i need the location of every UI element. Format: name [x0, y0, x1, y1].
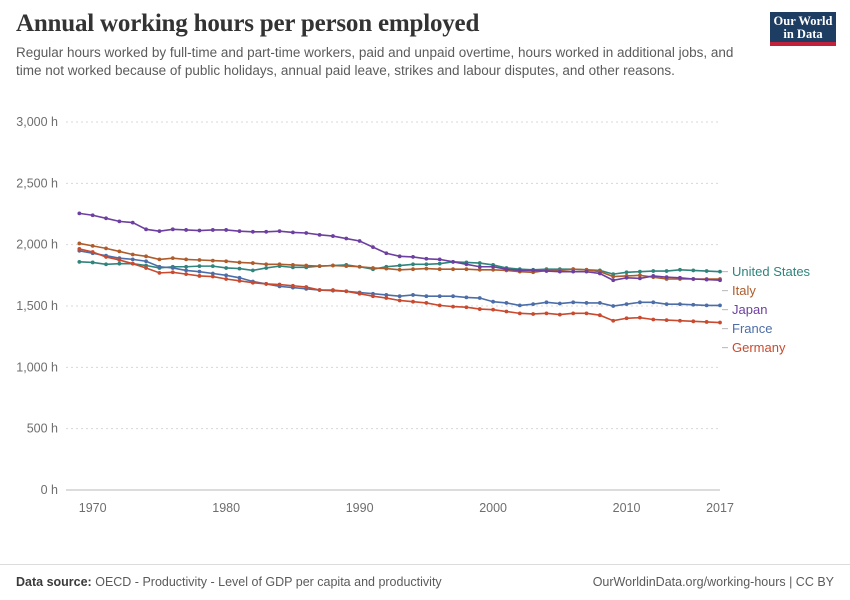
data-point: [344, 289, 348, 293]
data-point: [611, 319, 615, 323]
data-point: [411, 262, 415, 266]
data-point: [77, 247, 81, 251]
legend-label-japan[interactable]: Japan: [732, 302, 768, 318]
data-point: [104, 262, 108, 266]
data-point: [651, 274, 655, 278]
data-point: [478, 265, 482, 269]
data-point: [451, 305, 455, 309]
data-point: [278, 229, 282, 233]
data-point: [184, 265, 188, 269]
data-point: [318, 288, 322, 292]
data-point: [505, 267, 509, 271]
data-point: [144, 254, 148, 258]
data-point: [198, 270, 202, 274]
data-point: [638, 277, 642, 281]
data-point: [331, 288, 335, 292]
x-axis-tick-label: 1970: [78, 501, 107, 515]
data-point: [398, 268, 402, 272]
y-axis-tick-label: 2,000 h: [16, 237, 58, 252]
data-point: [358, 292, 362, 296]
data-source: [16, 575, 442, 589]
data-point: [158, 229, 162, 233]
data-point: [184, 257, 188, 261]
data-point: [211, 275, 215, 279]
data-point: [518, 303, 522, 307]
data-point: [171, 270, 175, 274]
x-axis-tick-label: 2010: [612, 501, 641, 515]
data-point: [558, 313, 562, 317]
data-point: [478, 307, 482, 311]
data-point: [478, 261, 482, 265]
attribution[interactable]: OurWorldinData.org/working-hours | CC BY: [592, 575, 834, 589]
data-point: [238, 279, 242, 283]
data-point: [224, 266, 228, 270]
data-point: [224, 228, 228, 232]
data-point: [678, 268, 682, 272]
data-point: [558, 270, 562, 274]
data-point: [625, 270, 629, 274]
data-point: [224, 259, 228, 263]
data-point: [211, 259, 215, 263]
data-point: [158, 257, 162, 261]
data-point: [625, 302, 629, 306]
data-point: [144, 259, 148, 263]
data-point: [505, 301, 509, 305]
chart-subtitle: Regular hours worked by full-time and part-time workers, paid and unpaid overtime, hours worked in additional jobs, and time not worked because of public holidays, annual paid leave, strikes and labour disputes, and other reasons.: [16, 45, 734, 79]
data-point: [318, 264, 322, 268]
data-point: [398, 299, 402, 303]
chart-plot-area: [0, 110, 850, 550]
data-point: [491, 308, 495, 312]
chart-footer: [0, 564, 850, 600]
data-point: [117, 262, 121, 266]
data-point: [665, 269, 669, 273]
data-point: [398, 294, 402, 298]
data-point: [611, 278, 615, 282]
data-point: [278, 283, 282, 287]
data-point: [184, 228, 188, 232]
data-point: [384, 267, 388, 271]
data-point: [438, 267, 442, 271]
data-point: [651, 269, 655, 273]
y-axis-tick-label: 500 h: [26, 421, 58, 436]
data-point: [91, 250, 95, 254]
data-point: [264, 262, 268, 266]
chart-header: [16, 10, 756, 80]
series-line-germany: [79, 249, 720, 323]
data-point: [238, 267, 242, 271]
data-point: [318, 233, 322, 237]
y-axis-tick-label: 0 h: [40, 483, 58, 497]
data-point: [571, 300, 575, 304]
data-point: [438, 294, 442, 298]
data-point: [585, 270, 589, 274]
data-point: [625, 276, 629, 280]
data-point: [611, 304, 615, 308]
data-point: [371, 294, 375, 298]
data-point: [398, 264, 402, 268]
owid-logo-line2: in Data: [783, 27, 823, 41]
data-point: [718, 270, 722, 274]
data-point: [505, 310, 509, 314]
data-point: [424, 262, 428, 266]
data-point: [304, 231, 308, 235]
data-point: [705, 278, 709, 282]
data-point: [611, 275, 615, 279]
data-point: [131, 257, 135, 261]
series-group: [77, 242, 721, 281]
data-point: [665, 318, 669, 322]
data-source-text: OECD - Productivity - Level of GDP per capita and productivity: [95, 575, 442, 589]
data-point: [478, 296, 482, 300]
data-point: [331, 234, 335, 238]
line-chart: [0, 110, 850, 550]
data-point: [171, 256, 175, 260]
data-point: [224, 277, 228, 281]
data-point: [171, 227, 175, 231]
data-point: [104, 246, 108, 250]
data-point: [251, 261, 255, 265]
data-point: [438, 257, 442, 261]
data-point: [77, 242, 81, 246]
data-point: [585, 301, 589, 305]
data-point: [465, 296, 469, 300]
data-point: [465, 262, 469, 266]
data-point: [531, 312, 535, 316]
owid-logo[interactable]: [770, 12, 836, 46]
data-point: [651, 318, 655, 322]
data-point: [291, 263, 295, 267]
data-point: [705, 303, 709, 307]
x-axis-tick-label: 1990: [345, 501, 374, 515]
owid-logo-line1: Our World: [773, 14, 833, 28]
y-axis-tick-label: 2,500 h: [16, 176, 58, 191]
data-point: [91, 213, 95, 217]
data-point: [264, 282, 268, 286]
data-point: [598, 313, 602, 317]
data-point: [691, 319, 695, 323]
data-point: [678, 319, 682, 323]
legend-label-united-states[interactable]: United States: [732, 264, 811, 280]
data-point: [198, 274, 202, 278]
data-point: [558, 302, 562, 306]
data-point: [358, 265, 362, 269]
data-point: [198, 258, 202, 262]
data-point: [465, 267, 469, 271]
data-point: [691, 277, 695, 281]
data-point: [144, 227, 148, 231]
data-point: [384, 251, 388, 255]
data-point: [598, 301, 602, 305]
data-point: [598, 272, 602, 276]
data-point: [638, 316, 642, 320]
data-point: [424, 267, 428, 271]
data-point: [171, 266, 175, 270]
data-point: [438, 262, 442, 266]
legend-label-germany[interactable]: Germany: [732, 340, 786, 356]
data-point: [264, 230, 268, 234]
data-point: [371, 266, 375, 270]
data-point: [411, 293, 415, 297]
data-point: [184, 269, 188, 273]
data-point: [131, 262, 135, 266]
data-point: [411, 300, 415, 304]
y-axis-tick-label: 1,500 h: [16, 299, 58, 313]
data-point: [91, 244, 95, 248]
data-point: [117, 258, 121, 262]
data-point: [545, 269, 549, 273]
data-point: [718, 278, 722, 282]
data-point: [705, 320, 709, 324]
data-point: [158, 265, 162, 269]
data-point: [211, 228, 215, 232]
data-point: [131, 253, 135, 257]
data-point: [518, 311, 522, 315]
data-point: [198, 264, 202, 268]
data-point: [465, 305, 469, 309]
data-point: [424, 294, 428, 298]
data-point: [264, 266, 268, 270]
data-point: [384, 296, 388, 300]
data-point: [291, 284, 295, 288]
data-point: [718, 321, 722, 325]
data-point: [158, 271, 162, 275]
data-point: [665, 275, 669, 279]
data-point: [91, 261, 95, 265]
y-axis-tick-label: 3,000 h: [16, 115, 58, 129]
y-axis-tick-label: 1,000 h: [16, 360, 58, 375]
data-point: [571, 311, 575, 315]
data-point: [198, 229, 202, 233]
data-point: [358, 239, 362, 243]
data-point: [331, 264, 335, 268]
data-point: [144, 266, 148, 270]
data-point: [117, 219, 121, 223]
data-point: [691, 269, 695, 273]
data-point: [184, 272, 188, 276]
data-point: [304, 264, 308, 268]
data-point: [571, 270, 575, 274]
data-point: [117, 250, 121, 254]
data-point: [518, 269, 522, 273]
data-point: [491, 265, 495, 269]
data-point: [545, 300, 549, 304]
data-point: [371, 245, 375, 249]
legend-label-france[interactable]: France: [732, 321, 773, 337]
data-point: [638, 300, 642, 304]
data-point: [238, 261, 242, 265]
data-point: [344, 264, 348, 268]
data-point: [131, 221, 135, 225]
data-point: [424, 257, 428, 261]
data-point: [651, 300, 655, 304]
data-point: [531, 302, 535, 306]
data-point: [291, 231, 295, 235]
data-point: [691, 303, 695, 307]
data-point: [224, 273, 228, 277]
data-point: [451, 294, 455, 298]
data-point: [451, 260, 455, 264]
data-point: [238, 229, 242, 233]
data-point: [424, 301, 428, 305]
data-point: [638, 270, 642, 274]
series-line-italy: [79, 243, 720, 279]
data-point: [211, 264, 215, 268]
data-point: [104, 255, 108, 259]
data-point: [438, 303, 442, 307]
data-point: [545, 311, 549, 315]
data-point: [278, 262, 282, 266]
data-point: [491, 300, 495, 304]
data-point: [705, 269, 709, 273]
x-axis-tick-label: 2017: [706, 501, 734, 515]
data-point: [678, 302, 682, 306]
data-point: [531, 269, 535, 273]
data-point: [77, 260, 81, 264]
x-axis-tick-label: 2000: [479, 501, 508, 515]
data-point: [304, 285, 308, 289]
data-point: [665, 302, 669, 306]
data-point: [104, 216, 108, 220]
page-title: Annual working hours per person employed: [16, 10, 480, 37]
data-source-label: Data source:: [16, 575, 92, 589]
data-point: [411, 267, 415, 271]
data-point: [77, 211, 81, 215]
data-point: [251, 281, 255, 285]
data-point: [411, 255, 415, 259]
x-axis-tick-label: 1980: [212, 501, 241, 515]
data-point: [398, 254, 402, 258]
data-point: [251, 230, 255, 234]
data-point: [451, 267, 455, 271]
data-point: [344, 237, 348, 241]
data-point: [718, 303, 722, 307]
legend-label-italy[interactable]: Italy: [732, 283, 756, 299]
data-point: [585, 311, 589, 315]
data-point: [678, 276, 682, 280]
data-point: [251, 269, 255, 273]
data-point: [625, 316, 629, 320]
